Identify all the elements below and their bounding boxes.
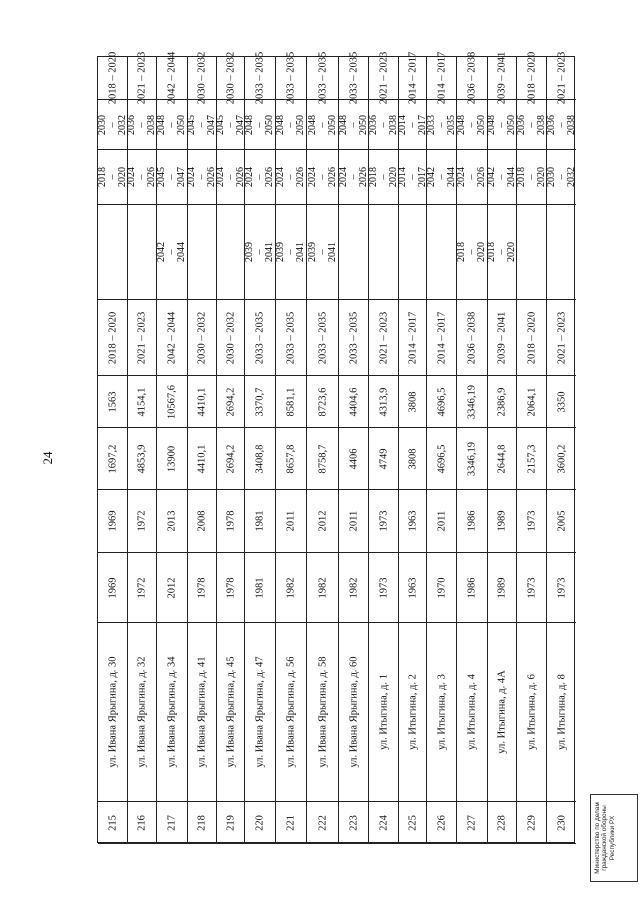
year-built-text: 1986 [466, 577, 478, 598]
table-cell-overhaul-period [546, 300, 576, 376]
row-number-text: 219 [225, 814, 236, 831]
total-area-text: 8758,7 [317, 444, 328, 473]
replacement-period-1-text: 2039 – 2041 [275, 242, 306, 262]
year-modified-text: 1973 [378, 510, 389, 532]
final-period-text: 2033 – 2035 [285, 51, 297, 105]
final-period-text: 2036 – 2038 [466, 51, 478, 105]
living-area-text: 2064,1 [526, 387, 537, 416]
living-area-text: 3350 [556, 391, 567, 412]
final-period-text: 2014 – 2017 [436, 51, 447, 105]
address-text: ул. Ивана Ярыгина, д. 58 [317, 656, 328, 768]
overhaul-period-text: 2021 – 2023 [556, 311, 567, 364]
overhaul-period-text: 2036 – 2038 [466, 311, 478, 364]
replacement-period-2-text: 2018 – 2020 [515, 167, 547, 187]
year-built-text: 1973 [556, 577, 567, 598]
year-built-text: 1982 [317, 577, 328, 598]
final-period-text: 2018 – 2020 [107, 51, 118, 105]
replacement-period-3-text: 2036 – 2038 [515, 114, 547, 135]
total-area-text: 8657,8 [285, 444, 297, 473]
year-built-text: 1982 [285, 577, 297, 598]
final-period-text: 2014 – 2017 [407, 51, 418, 105]
address-text: ул. Ивана Ярыгина, д. 47 [254, 656, 266, 768]
replacement-period-2-text: 2018 – 2020 [96, 167, 128, 187]
replacement-period-3-text: 2033 – 2035 [425, 114, 457, 135]
address-text: ул. Итыгина, д. 4А [496, 670, 508, 754]
total-area-text: 4853,9 [136, 444, 148, 473]
year-modified-text: 1973 [526, 510, 537, 532]
overhaul-period-text: 2030 – 2032 [196, 311, 208, 364]
total-area-text: 4406 [348, 448, 359, 469]
living-area-text: 8581,1 [285, 387, 297, 416]
final-period-text: 2021 – 2023 [378, 51, 389, 105]
year-modified-text: 1963 [407, 510, 418, 532]
row-number-text: 229 [526, 814, 537, 831]
overhaul-period-text: 2030 – 2032 [225, 311, 236, 364]
row-number-text: 224 [378, 814, 389, 831]
living-area-text: 4410,1 [196, 387, 208, 416]
living-area-text: 4313,9 [378, 387, 389, 416]
replacement-period-3-text: 2048 – 2050 [456, 114, 487, 135]
replacement-period-1-text: 2039 – 2041 [244, 242, 275, 262]
year-built-text: 1973 [526, 577, 537, 598]
final-period-text: 2021 – 2023 [556, 51, 567, 105]
table-cell-living-area [546, 376, 576, 428]
year-modified-text: 1972 [136, 510, 148, 532]
address-text: ул. Ивана Ярыгина, д. 32 [136, 656, 148, 768]
replacement-period-3-text: 2045 – 2047 [186, 114, 217, 135]
replacement-period-2-text: 2024 – 2026 [186, 167, 217, 187]
year-built-text: 1978 [225, 577, 236, 598]
replacement-period-2-text: 2024 – 2026 [337, 167, 369, 187]
year-built-text: 1978 [196, 577, 208, 598]
replacement-period-1-text: 2039 – 2041 [306, 242, 338, 262]
year-built-text: 1963 [407, 577, 418, 598]
replacement-period-2-text: 2024 – 2026 [126, 167, 157, 187]
housing-table [96, 51, 577, 843]
address-text: ул. Ивана Ярыгина, д. 60 [348, 656, 359, 768]
replacement-period-2-text: 2042 – 2044 [425, 167, 457, 187]
row-number-text: 222 [317, 814, 328, 831]
row-number-text: 220 [254, 814, 266, 831]
living-area-text: 1563 [107, 391, 118, 412]
replacement-period-2-text: 2024 – 2026 [214, 167, 246, 187]
address-text: ул. Ивана Ярыгина, д. 30 [107, 656, 118, 768]
total-area-text: 3600,2 [556, 444, 567, 473]
overhaul-period-text: 2014 – 2017 [436, 311, 447, 364]
replacement-period-3-text: 2030 – 2032 [96, 114, 128, 135]
total-area-text: 4410,1 [196, 444, 208, 473]
row-number-text: 223 [348, 814, 359, 831]
row-number-text: 217 [166, 814, 178, 831]
replacement-period-2-text: 2024 – 2026 [456, 167, 487, 187]
replacement-period-3-text: 2048 – 2050 [486, 114, 517, 135]
replacement-period-1-text: 2042 – 2044 [156, 242, 187, 262]
replacement-period-2-text: 2024 – 2026 [275, 167, 306, 187]
replacement-period-2-text: 2024 – 2026 [306, 167, 338, 187]
replacement-period-3-text: 2048 – 2050 [337, 114, 369, 135]
overhaul-period-text: 2033 – 2035 [348, 311, 359, 364]
year-modified-text: 2011 [436, 510, 447, 532]
final-period-text: 2018 – 2020 [526, 51, 537, 105]
table-cell-final-period [546, 51, 576, 105]
replacement-period-3-text: 2036 – 2038 [367, 114, 399, 135]
total-area-text: 4696,5 [436, 444, 447, 473]
replacement-period-2-text: 2030 – 2032 [545, 167, 577, 187]
replacement-period-2-text: 2024 – 2026 [244, 167, 275, 187]
address-text: ул. Итыгина, д. 2 [407, 674, 418, 750]
final-period-text: 2021 – 2023 [136, 51, 148, 105]
address-text: ул. Ивана Ярыгина, д. 45 [225, 656, 236, 768]
row-number-text: 230 [556, 814, 567, 831]
year-built-text: 1970 [436, 577, 447, 598]
living-area-text: 10567,6 [166, 384, 178, 419]
year-built-text: 1982 [348, 577, 359, 598]
overhaul-period-text: 2021 – 2023 [378, 311, 389, 364]
address-text: ул. Ивана Ярыгина, д. 56 [285, 656, 297, 768]
table-cell-row-number [546, 802, 576, 844]
overhaul-period-text: 2033 – 2035 [317, 311, 328, 364]
total-area-text: 3808 [407, 448, 418, 469]
year-modified-text: 1969 [107, 510, 118, 532]
living-area-text: 3370,7 [254, 387, 266, 416]
overhaul-period-text: 2018 – 2020 [526, 311, 537, 364]
table-cell-replacement-period-1 [546, 205, 576, 300]
year-modified-text: 1986 [466, 510, 478, 532]
stamp-line: Министерство по делам [594, 802, 601, 874]
overhaul-period-text: 2039 – 2041 [496, 311, 508, 364]
total-area-text: 2644,8 [496, 444, 508, 473]
living-area-text: 2694,2 [225, 387, 236, 416]
year-built-text: 1981 [254, 577, 266, 598]
replacement-period-3-text: 2014 – 2017 [396, 114, 428, 135]
row-number-text: 218 [196, 814, 208, 831]
row-number-text: 216 [136, 814, 148, 831]
address-text: ул. Ивана Ярыгина, д. 41 [196, 656, 208, 768]
row-number-text: 225 [407, 814, 418, 831]
table-cell-replacement-period-2 [546, 150, 576, 205]
year-built-text: 1972 [136, 577, 148, 598]
replacement-period-1-text: 2018 – 2020 [456, 242, 487, 262]
total-area-text: 3408,8 [254, 444, 266, 473]
year-modified-text: 1981 [254, 510, 266, 532]
stamp-line: гражданской обороны [601, 805, 609, 871]
year-modified-text: 2011 [348, 510, 359, 532]
replacement-period-3-text: 2048 – 2050 [306, 114, 338, 135]
replacement-period-3-text: 2048 – 2050 [156, 114, 187, 135]
final-period-text: 2033 – 2035 [317, 51, 328, 105]
replacement-period-2-text: 2042 – 2044 [486, 167, 517, 187]
total-area-text: 4749 [378, 448, 389, 469]
living-area-text: 2386,9 [496, 387, 508, 416]
final-period-text: 2033 – 2035 [254, 51, 266, 105]
replacement-period-3-text: 2036 – 2038 [545, 114, 577, 135]
total-area-text: 2694,2 [225, 444, 236, 473]
living-area-text: 3808 [407, 391, 418, 412]
final-period-text: 2030 – 2032 [225, 51, 236, 105]
year-modified-text: 2012 [317, 510, 328, 532]
address-text: ул. Итыгина, д. 8 [556, 674, 567, 750]
replacement-period-3-text: 2036 – 2038 [126, 114, 157, 135]
total-area-text: 3346,19 [466, 441, 478, 476]
address-text: ул. Итыгина, д. 1 [378, 674, 389, 750]
overhaul-period-text: 2014 – 2017 [407, 311, 418, 364]
total-area-text: 2157,3 [526, 444, 537, 473]
row-number-text: 226 [436, 814, 447, 831]
year-modified-text: 2011 [285, 510, 297, 532]
row-number-text: 228 [496, 814, 508, 831]
year-built-text: 1973 [378, 577, 389, 598]
stamp-line: Республики РХ [608, 815, 616, 861]
total-area-text: 1697,2 [107, 444, 118, 473]
official-stamp [590, 794, 638, 882]
address-text: ул. Ивана Ярыгина, д. 34 [166, 656, 178, 768]
final-period-text: 2033 – 2035 [348, 51, 359, 105]
living-area-text: 4696,5 [436, 387, 447, 416]
row-number-text: 221 [285, 814, 297, 831]
replacement-period-2-text: 2014 – 2017 [396, 167, 428, 187]
overhaul-period-text: 2033 – 2035 [285, 311, 297, 364]
year-modified-text: 2005 [556, 510, 567, 532]
page-number: 24 [40, 451, 55, 465]
table-cell-total-area [546, 428, 576, 490]
year-built-text: 1989 [496, 577, 508, 598]
overhaul-period-text: 2018 – 2020 [107, 311, 118, 364]
table-cell-replacement-period-3 [546, 100, 576, 150]
living-area-text: 4404,6 [348, 387, 359, 416]
overhaul-period-text: 2033 – 2035 [254, 311, 266, 364]
table-row [98, 51, 577, 842]
replacement-period-2-text: 2045 – 2047 [156, 167, 187, 187]
table-cell-year-modified [546, 490, 576, 553]
address-text: ул. Итыгина, д. 6 [526, 674, 537, 750]
final-period-text: 2039 – 2041 [496, 51, 508, 105]
final-period-text: 2030 – 2032 [196, 51, 208, 105]
table-cell-address [546, 623, 576, 802]
replacement-period-2-text: 2018 – 2020 [367, 167, 399, 187]
living-area-text: 4154,1 [136, 387, 148, 416]
table-cell-year-built [546, 553, 576, 623]
address-text: ул. Итыгина, д. 3 [436, 674, 447, 750]
overhaul-period-text: 2021 – 2023 [136, 311, 148, 364]
final-period-text: 2042 – 2044 [166, 51, 178, 105]
year-modified-text: 2013 [166, 510, 178, 532]
replacement-period-3-text: 2048 – 2050 [275, 114, 306, 135]
year-modified-text: 1978 [225, 510, 236, 532]
year-modified-text: 1989 [496, 510, 508, 532]
row-number-text: 227 [466, 814, 478, 831]
overhaul-period-text: 2042 – 2044 [166, 311, 178, 364]
replacement-period-3-text: 2045 – 2047 [214, 114, 246, 135]
address-text: ул. Итыгина, д. 4 [466, 674, 478, 750]
living-area-text: 8723,6 [317, 387, 328, 416]
year-built-text: 1969 [107, 577, 118, 598]
replacement-period-1-text: 2018 – 2020 [486, 242, 517, 262]
total-area-text: 13900 [166, 445, 178, 472]
replacement-period-3-text: 2048 – 2050 [244, 114, 275, 135]
year-modified-text: 2008 [196, 510, 208, 532]
row-number-text: 215 [107, 814, 118, 831]
living-area-text: 3346,19 [466, 384, 478, 419]
year-built-text: 2012 [166, 577, 178, 598]
